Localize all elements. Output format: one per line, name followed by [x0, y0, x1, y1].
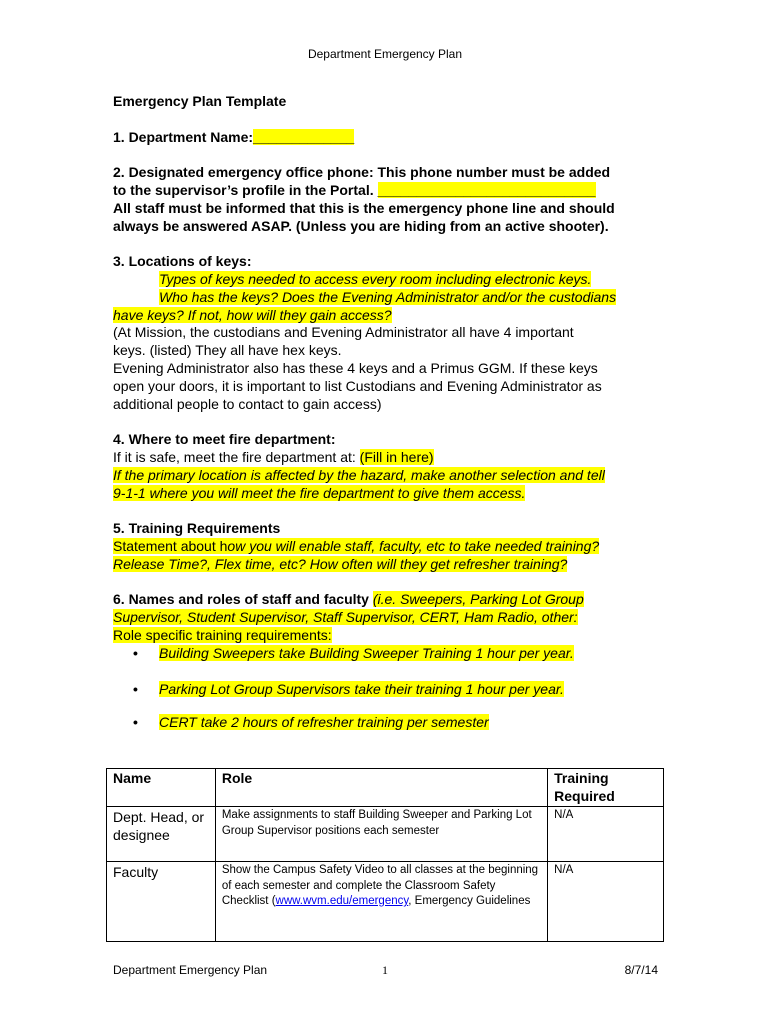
section-2: [113, 164, 658, 235]
section-5-highlight: Release Time?, Flex time, etc? How often will they get refresher training?: [113, 555, 568, 572]
section-4: [113, 431, 658, 502]
department-name-blank: _____________: [253, 128, 355, 145]
section-4-text: If it is safe, meet the fire department at:: [113, 448, 360, 465]
section-6-label: 6. Names and roles of staff and faculty: [113, 591, 373, 608]
section-3-note: open your doors, it is important to list Custodians and Evening Administrator as: [113, 377, 602, 394]
section-3-label: 3. Locations of keys:: [113, 253, 252, 270]
phone-blank: ____________________________: [377, 181, 596, 198]
section-6-highlight: Supervisor, Student Supervisor, Staff Supervisor, CERT, Ham Radio, other:: [113, 609, 578, 626]
section-3-highlight: have keys? If not, how will they gain access?: [113, 306, 392, 323]
table-row: [107, 862, 664, 942]
section-3-note: keys. (listed) They all have hex keys.: [113, 342, 342, 359]
section-1-label: 1. Department Name:: [113, 128, 254, 145]
roles-table: [106, 768, 664, 942]
section-5: [113, 520, 658, 573]
table-cell-training: N/A: [548, 862, 664, 942]
section-5-label: 5. Training Requirements: [113, 520, 281, 537]
column-header-training: Training Required: [548, 769, 664, 807]
section-1: [113, 129, 658, 147]
section-3-note: Evening Administrator also has these 4 keys and a Primus GGM. If these keys: [113, 359, 598, 376]
section-2-line: 2. Designated emergency office phone: This phone number must be added: [113, 164, 611, 181]
section-4-highlight: 9-1-1 where you will meet the fire department to give them access.: [113, 484, 526, 501]
table-cell-role: Make assignments to staff Building Sweeper and Parking Lot Group Supervisor positions each semester: [215, 807, 547, 862]
footer-title: Department Emergency Plan: [113, 963, 268, 977]
section-3-note: (At Mission, the custodians and Evening Administrator all have 4 important: [113, 324, 574, 341]
emergency-link[interactable]: www.wvm.edu/emergency: [275, 895, 409, 907]
column-header-name: Name: [107, 769, 216, 807]
bullet-text: Building Sweepers take Building Sweeper Training 1 hour per year.: [159, 644, 574, 661]
page-header: Department Emergency Plan: [307, 47, 463, 61]
page-number: 1: [382, 963, 388, 977]
document-body: [113, 93, 658, 732]
table-cell-name: Faculty: [107, 862, 216, 942]
table-cell-role: [215, 862, 547, 942]
table-cell-name: Dept. Head, or designee: [107, 807, 216, 862]
list-item: [113, 645, 658, 663]
section-3: [113, 253, 658, 413]
list-item: [113, 681, 658, 699]
table-header-row: [107, 769, 664, 807]
table-cell-training: N/A: [548, 807, 664, 862]
bullet-text: CERT take 2 hours of refresher training per semester: [159, 714, 489, 731]
table-row: [107, 807, 664, 862]
section-5-highlight: Statement about h: [113, 537, 228, 554]
section-6-highlight: Role specific training requirements:: [113, 626, 332, 643]
list-item: [113, 714, 658, 732]
section-3-note: additional people to contact to gain access): [113, 395, 382, 412]
bullet-icon: •: [133, 714, 138, 731]
section-2-line: All staff must be informed that this is the emergency phone line and should: [113, 199, 615, 216]
bullet-icon: •: [133, 680, 138, 697]
column-header-role: Role: [215, 769, 547, 807]
section-6: [113, 591, 658, 732]
section-4-label: 4. Where to meet fire department:: [113, 431, 336, 448]
section-2-line: to the supervisor’s profile in the Portal.: [113, 181, 378, 198]
bullet-text: Parking Lot Group Supervisors take their training 1 hour per year.: [159, 680, 564, 697]
doc-heading: Emergency Plan Template: [113, 93, 287, 109]
section-3-highlight: Types of keys needed to access every room including electronic keys.: [159, 270, 592, 287]
section-2-line: always be answered ASAP. (Unless you are hiding from an active shooter).: [113, 217, 609, 234]
bullet-icon: •: [133, 644, 138, 661]
section-3-highlight: Who has the keys? Does the Evening Administrator and/or the custodians: [159, 288, 617, 305]
role-text: , Emergency Guidelines: [408, 895, 531, 907]
footer-date: 8/7/14: [624, 963, 658, 977]
role-text: Show the Campus Safety Video to all classes at the beginning of each semester and complete the Classroom Safety Checklist (: [221, 864, 539, 907]
section-5-highlight: ow you will enable staff, faculty, etc to take needed training?: [227, 537, 600, 554]
fill-in-placeholder: (Fill in here): [359, 448, 434, 465]
section-6-highlight: (i.e. Sweepers, Parking Lot Group: [372, 591, 584, 608]
section-4-highlight: If the primary location is affected by the hazard, make another selection and tell: [113, 466, 605, 483]
